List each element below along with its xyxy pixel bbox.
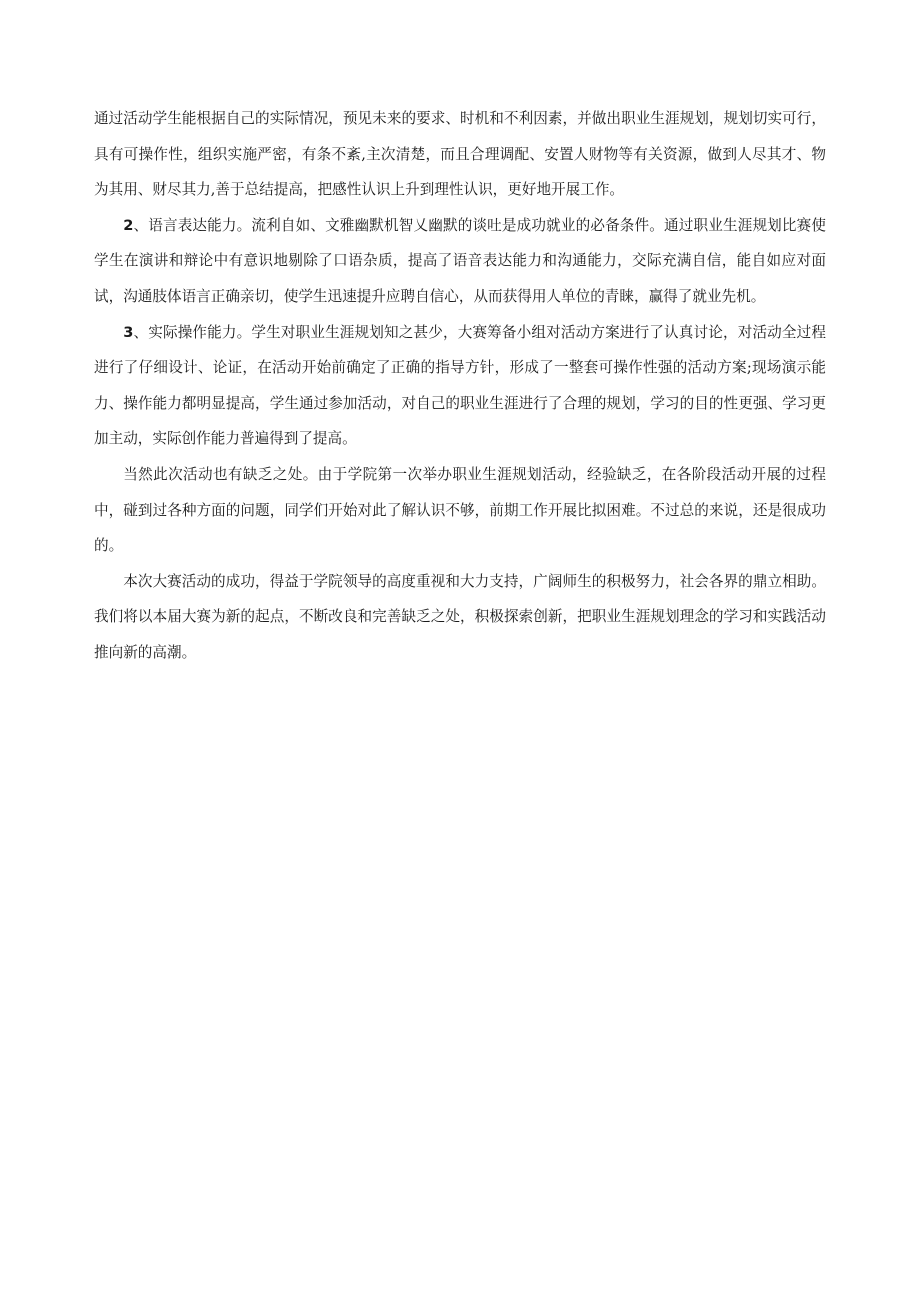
paragraph-4 [94,457,826,564]
paragraph-5-text: 本次大赛活动的成功，得益于学院领导的高度重视和大力支持，广阔师生的积极努力，社会各界的鼎立相助。我们将以本届大赛为新的起点，不断改良和完善缺乏之处，积极探索创新，把职业生涯规划理念的学习和实践活动推向新的高潮。 [94,572,826,661]
paragraph-1 [94,101,826,208]
paragraph-3 [94,315,826,457]
paragraph-1-text: 通过活动学生能根据自己的实际情况，预见未来的要求、时机和不利因素，并做出职业生涯规划，规划切实可行，具有可操作性，组织实施严密，有条不紊,主次清楚，而且合理调配、安置人财物等有关资源，做到人尽其才、物为其用、财尽其力,善于总结提高，把感性认识上升到理性认识，更好地开展工作。 [94,110,826,199]
paragraph-2-number: 2 [123,216,134,234]
paragraph-2 [94,208,826,315]
paragraph-3-text: 、实际操作能力。学生对职业生涯规划知之甚少，大赛筹备小组对活动方案进行了认真讨论，对活动全过程进行了仔细设计、论证，在活动开始前确定了正确的指导方针，形成了一整套可操作性强的活动方案;现场演示能力、操作能力都明显提高，学生通过参加活动，对自己的职业生涯进行了合理的规划，学习的目的性更强、学习更加主动，实际创作能力普遍得到了提高。 [94,323,826,448]
paragraph-3-number: 3 [123,323,134,341]
document-body [94,101,826,671]
paragraph-5 [94,564,826,671]
paragraph-4-text: 当然此次活动也有缺乏之处。由于学院第一次举办职业生涯规划活动，经验缺乏，在各阶段活动开展的过程中，碰到过各种方面的问题，同学们开始对此了解认识不够，前期工作开展比拟困难。不过总的来说，还是很成功的。 [94,465,826,555]
paragraph-2-text: 、语言表达能力。流利自如、文雅幽默机智乂幽默的谈吐是成功就业的必备条件。通过职业生涯规划比赛使学生在演讲和辩论中有意识地剔除了口语杂质，提高了语音表达能力和沟通能力，交际充满自信，能自如应对面试，沟通肢体语言正确亲切，使学生迅速提升应聘自信心，从而获得用人单位的青睐，赢得了就业先机。 [94,216,826,305]
